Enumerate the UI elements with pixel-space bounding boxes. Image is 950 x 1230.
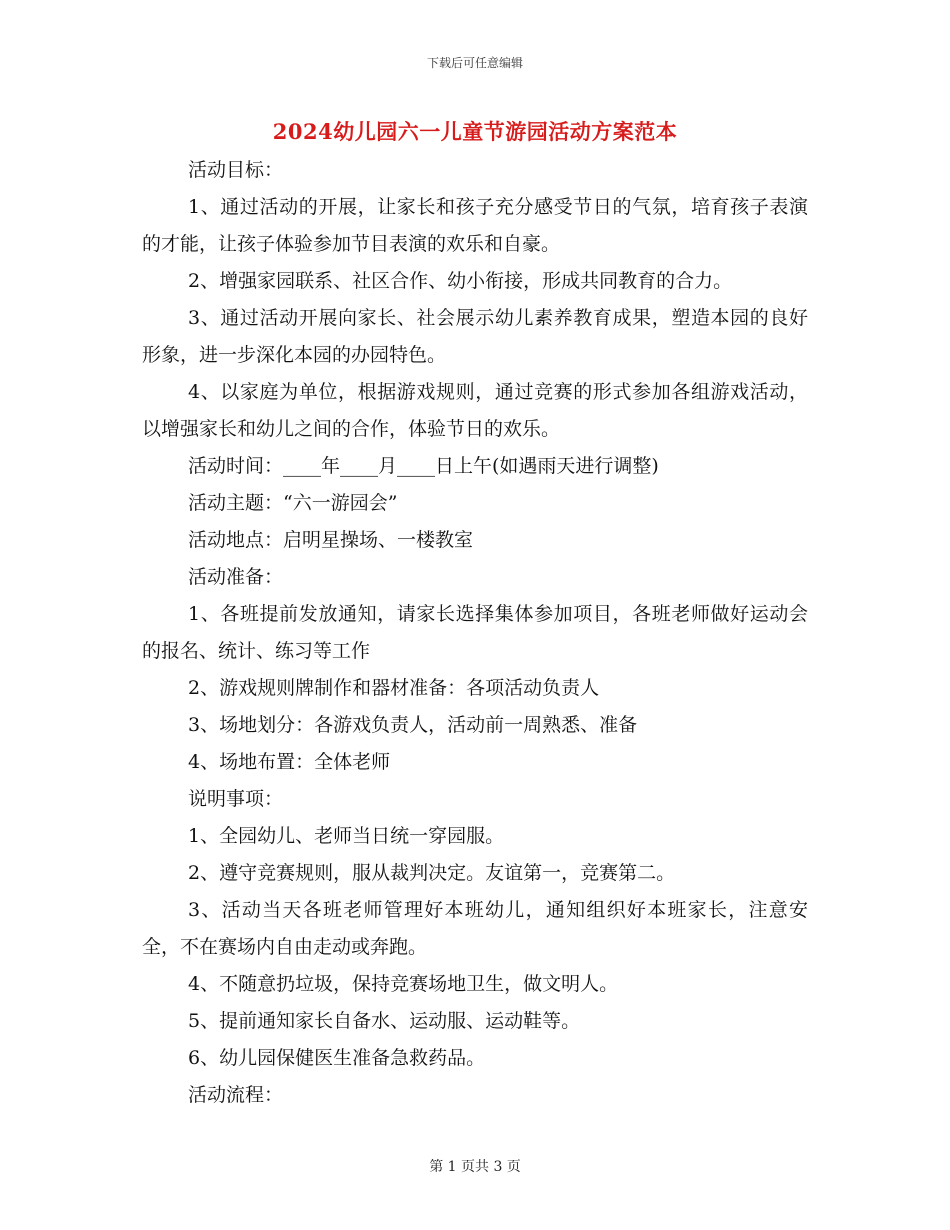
- paragraph: 4、场地布置：全体老师: [188, 751, 391, 773]
- paragraph: 1、全园幼儿、老师当日统一穿园服。: [188, 825, 505, 847]
- paragraph: 4、以家庭为单位，根据游戏规则，通过竞赛的形式参加各组游戏活动，以增强家长和幼儿之间的合作，体验节日的欢乐。: [142, 381, 808, 440]
- paragraph: 3、活动当天各班老师管理好本班幼儿，通知组织好本班家长，注意安全，不在赛场内自由走动或奔跑。: [142, 899, 808, 958]
- document-body: [142, 152, 808, 1114]
- section-heading-preparation: 活动准备：: [188, 566, 284, 588]
- paragraph: 3、通过活动开展向家长、社会展示幼儿素养教育成果，塑造本园的良好形象，进一步深化本园的办园特色。: [142, 307, 808, 366]
- paragraph: 2、遵守竞赛规则，服从裁判决定。友谊第一，竞赛第二。: [188, 862, 676, 884]
- paragraph: 1、各班提前发放通知，请家长选择集体参加项目，各班老师做好运动会的报名、统计、练习等工作: [142, 603, 808, 662]
- section-heading-goals: 活动目标：: [188, 159, 284, 181]
- page-footer: 第 1 页共 3 页: [429, 1159, 521, 1175]
- page-header: 下载后可任意编辑: [426, 56, 523, 70]
- activity-theme: 活动主题：“六一游园会”: [188, 492, 398, 514]
- paragraph: 1、通过活动的开展，让家长和孩子充分感受节日的气氛，培育孩子表演的才能，让孩子体验参加节目表演的欢乐和自豪。: [142, 196, 808, 255]
- paragraph: 3、场地划分：各游戏负责人，活动前一周熟悉、准备: [188, 714, 638, 736]
- paragraph: 4、不随意扔垃圾，保持竞赛场地卫生，做文明人。: [188, 973, 619, 995]
- document-title: 2024幼儿园六一儿童节游园活动方案范本: [272, 119, 678, 144]
- paragraph: 2、游戏规则牌制作和器材准备：各项活动负责人: [188, 677, 600, 699]
- section-heading-process: 活动流程：: [188, 1084, 284, 1106]
- section-heading-notes: 说明事项：: [188, 788, 284, 810]
- paragraph: 5、提前通知家长自备水、运动服、运动鞋等。: [188, 1010, 581, 1032]
- paragraph: 2、增强家园联系、社区合作、幼小衔接，形成共同教育的合力。: [188, 270, 733, 292]
- activity-time: 活动时间：____年____月____日上午(如遇雨天进行调整): [188, 455, 659, 477]
- paragraph: 6、幼儿园保健医生准备急救药品。: [188, 1047, 486, 1069]
- activity-location: 活动地点：启明星操场、一楼教室: [188, 529, 474, 551]
